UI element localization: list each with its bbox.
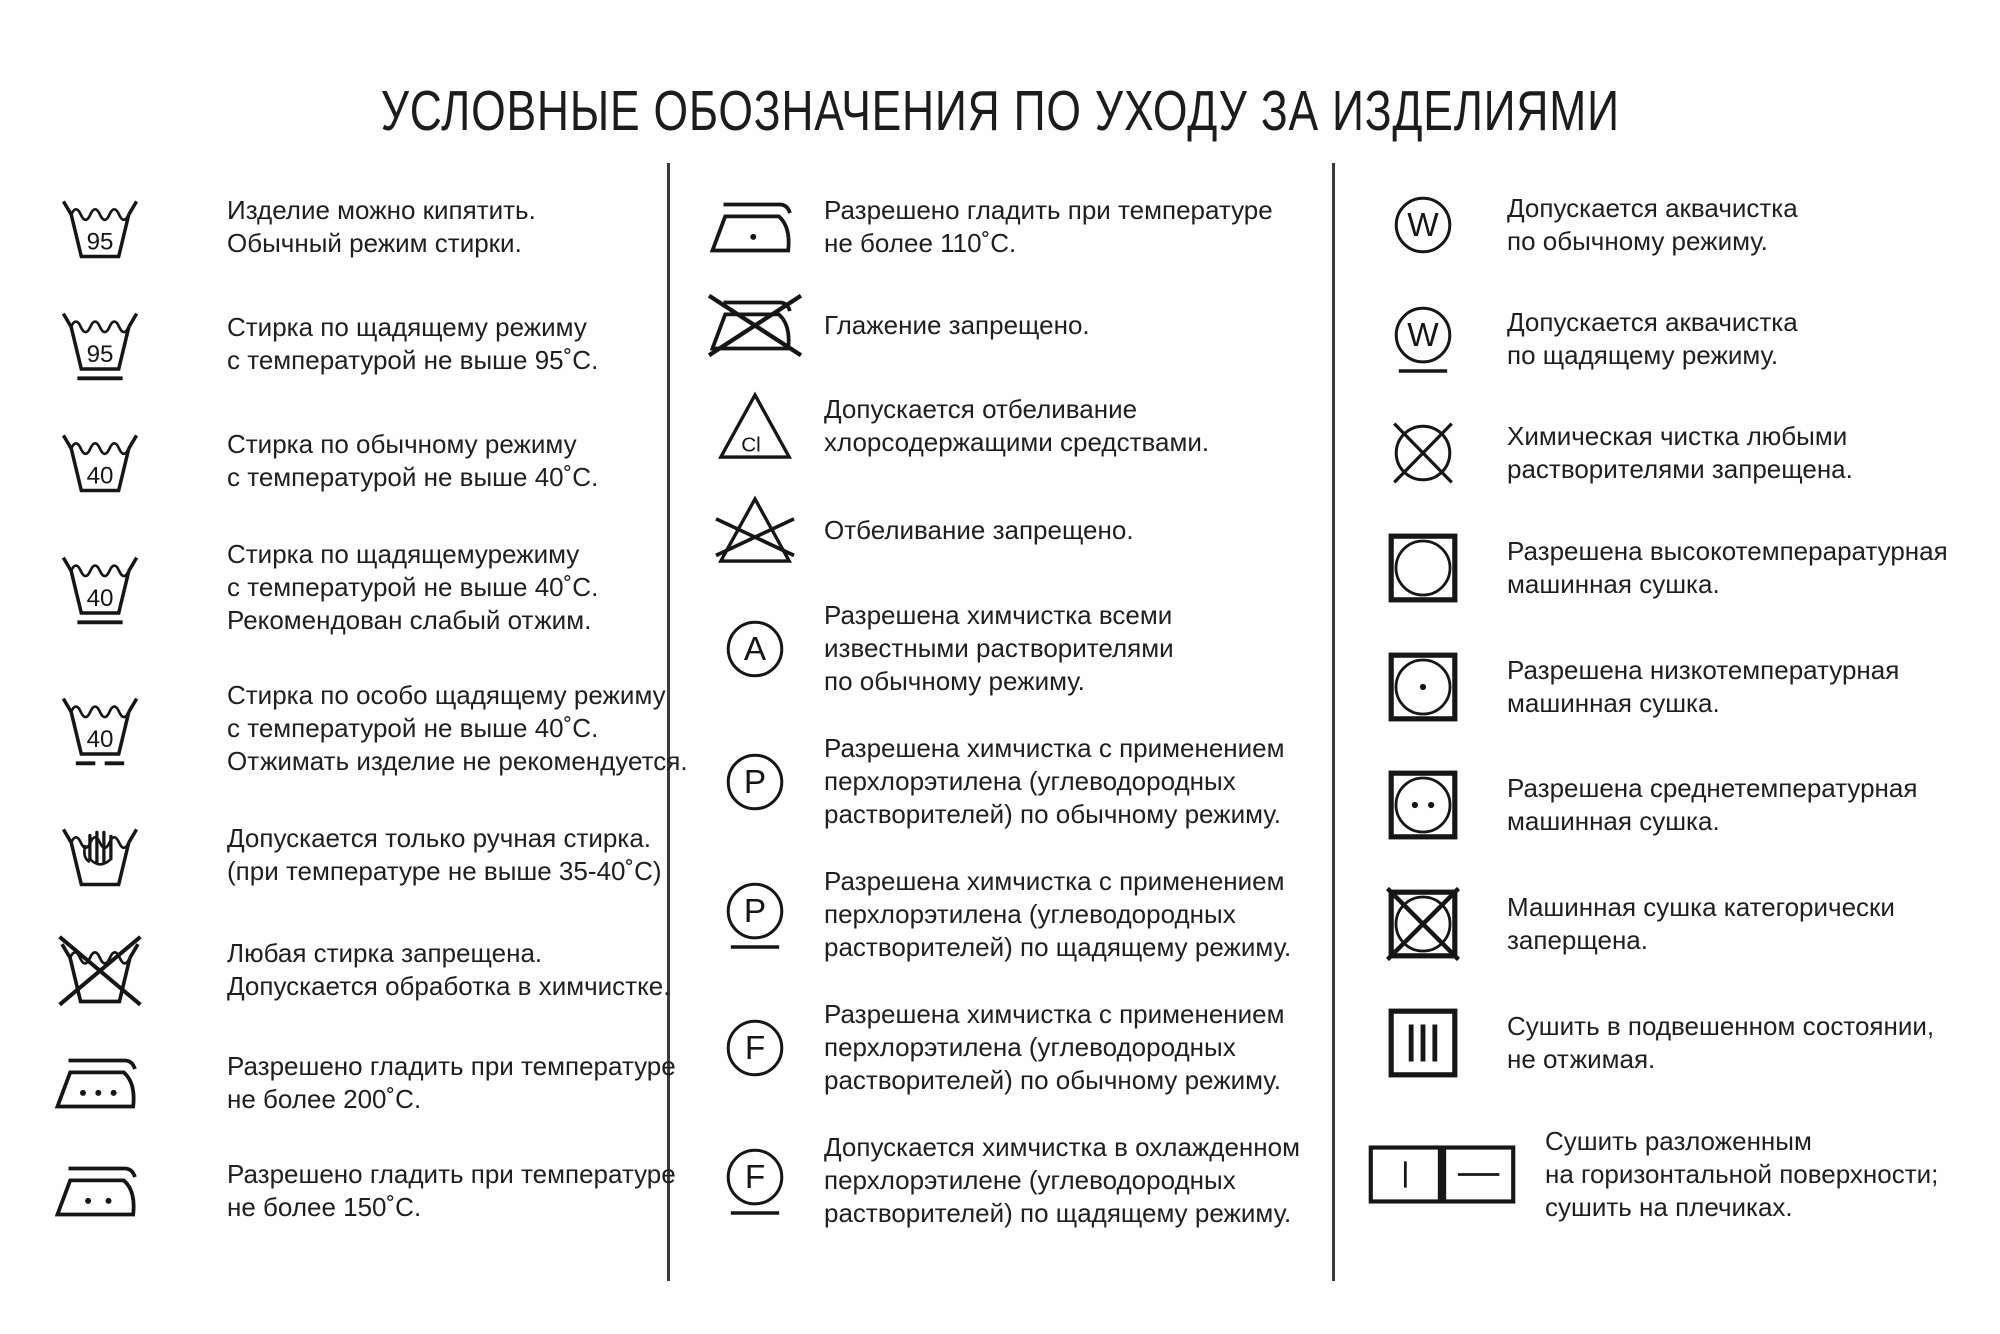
care-symbol-row (700, 1131, 1325, 1230)
care-symbol-description-line: перхлорэтилене (углеводородных (824, 1165, 1236, 1195)
wash-tub-40-gentle-icon (45, 548, 155, 628)
care-symbol-description (1507, 1010, 1934, 1076)
drip-dry-icon (1368, 1006, 1478, 1080)
svg-text:Cl: Cl (741, 433, 761, 457)
care-symbol-description-line: Допускается химчистка в охлажденном (824, 1132, 1300, 1162)
care-symbol-row (45, 820, 660, 890)
care-symbol-description (824, 599, 1174, 698)
care-symbol-row (700, 599, 1325, 698)
care-symbol-description (824, 865, 1291, 964)
care-symbol-row (45, 192, 660, 262)
dryclean-f-icon (700, 1016, 810, 1080)
care-symbol-description-line: по обычному режиму. (1507, 226, 1768, 256)
care-symbol-description-line: растворителей) по щадящему режиму. (824, 1198, 1292, 1228)
dryclean-p-gentle-icon (700, 879, 810, 951)
care-symbol-description-line: машинная сушка. (1507, 687, 1720, 718)
care-symbol-description-line: Разрешена среднетемпературная (1507, 773, 1918, 804)
care-symbol-row (1368, 650, 1986, 724)
no-iron-icon (700, 294, 810, 357)
care-symbol-row (1368, 1125, 1986, 1224)
care-symbol-description (227, 1158, 676, 1224)
care-symbol-row (45, 1158, 676, 1224)
svg-text:F: F (744, 1029, 766, 1067)
care-symbol-description (824, 998, 1285, 1097)
dryclean-p-icon (700, 750, 810, 814)
wash-tub-40-very-gentle-icon (45, 689, 155, 769)
care-symbol-description-line: Допускается только ручная стирка. (227, 823, 651, 853)
care-symbol-description (1545, 1125, 1938, 1224)
care-symbol-description-line: Сушить разложенным (1545, 1126, 1812, 1156)
care-symbol-description-line: Разрешена низкотемпературная (1507, 654, 1900, 685)
care-symbol-description-line: с температурой не выше 40˚С. (227, 462, 599, 492)
care-symbol-row (45, 426, 660, 496)
tumble-dry-medium-icon (1368, 768, 1478, 842)
care-symbol-description-line: Химическая чистка любыми (1507, 420, 1848, 451)
care-symbol-description-line: с температурой не выше 40˚С. (227, 572, 599, 602)
iron-2-dots-icon (45, 1160, 155, 1223)
care-symbol-description (1507, 891, 1895, 957)
wash-tub-40-icon (45, 426, 155, 496)
svg-text:95: 95 (86, 228, 114, 256)
wash-tub-95-icon (45, 192, 155, 262)
care-symbol-description (1507, 192, 1798, 258)
bleach-chlorine-icon (700, 391, 810, 461)
care-symbol-description-line: Разрешено гладить при температуре (824, 195, 1273, 225)
wash-tub-95-gentle-icon (45, 304, 155, 384)
care-symbol-description-line: Стирка по щадящему режиму (227, 312, 587, 342)
care-symbol-description-line: машинная сушка. (1507, 568, 1720, 599)
iron-1-dot-icon (700, 196, 810, 259)
tumble-dry-low-icon (1368, 650, 1478, 724)
care-symbol-description (824, 1131, 1300, 1230)
care-symbol-row (700, 294, 1325, 357)
care-symbol-description-line: Стирка по щадящемурежиму (227, 539, 580, 569)
care-symbol-description (1507, 535, 1948, 601)
dryclean-a-icon (700, 617, 810, 681)
svg-text:40: 40 (86, 584, 114, 612)
care-symbol-description (824, 194, 1273, 260)
care-symbol-description-line: Глажение запрещено. (824, 310, 1090, 340)
care-symbol-row (700, 998, 1325, 1097)
care-symbol-description-line: растворителей) по обычному режиму. (824, 799, 1281, 829)
svg-text:P: P (743, 892, 767, 930)
care-symbol-description-line: (при температуре не выше 35-40˚С) (227, 856, 662, 886)
svg-text:40: 40 (86, 725, 114, 753)
care-symbol-description (1507, 654, 1899, 720)
page-title-wrap (0, 78, 2000, 144)
care-symbol-description-line: известными растворителями (824, 633, 1174, 663)
care-symbol-description-line: машинная сушка. (1507, 806, 1720, 837)
care-symbol-description-line: не более 150˚С. (227, 1192, 422, 1222)
no-dryclean-icon (1368, 421, 1478, 485)
care-symbol-description-line: Отжимать изделие не рекомендуется. (227, 746, 688, 776)
care-symbol-description-line: хлорсодержащими средствами. (824, 427, 1210, 457)
care-symbol-description-line: перхлорэтилена (углеводородных (824, 766, 1236, 796)
care-symbol-row (45, 1050, 676, 1116)
svg-text:W: W (1407, 317, 1439, 355)
iron-3-dots-icon (45, 1052, 155, 1115)
care-symbol-description (824, 393, 1209, 459)
care-symbol-description-line: Обычный режим стирки. (227, 228, 522, 258)
care-symbol-description-line: Разрешена химчистка с применением (824, 866, 1285, 896)
care-symbol-row (1368, 1006, 1986, 1080)
svg-text:40: 40 (86, 462, 114, 490)
care-symbol-row (1368, 768, 1986, 842)
care-symbol-description-line: перхлорэтилена (углеводородных (824, 1032, 1236, 1062)
care-symbol-row (45, 679, 688, 778)
no-bleach-icon (700, 495, 810, 565)
care-symbol-description-line: Отбеливание запрещено. (824, 514, 1134, 545)
care-symbol-description-line: Разрешена высокотемпераратурная (1507, 535, 1948, 566)
care-symbol-description-line: по щадящему режиму. (1507, 339, 1779, 370)
dry-flat-icon (1368, 1142, 1516, 1207)
svg-text:W: W (1407, 207, 1439, 245)
care-symbol-row (1368, 531, 1986, 605)
care-symbol-description-line: Допускается отбеливание (824, 394, 1138, 424)
wetclean-w-icon (1368, 193, 1478, 257)
care-symbol-row (700, 732, 1325, 831)
care-symbol-description-line: заперщена. (1507, 925, 1648, 956)
dryclean-f-gentle-icon (700, 1145, 810, 1217)
care-symbol-description-line: Разрешено гладить при температуре (227, 1159, 676, 1189)
svg-text:F: F (744, 1158, 766, 1196)
care-symbol-row (700, 194, 1325, 260)
care-symbol-description (1507, 772, 1917, 838)
care-symbol-description-line: Любая стирка запрещена. (227, 938, 543, 968)
care-symbol-description-line: Рекомендован слабый отжим. (227, 605, 592, 635)
care-symbol-description-line: перхлорэтилена (углеводородных (824, 899, 1236, 929)
care-symbol-description (824, 732, 1285, 831)
care-symbol-description-line: Стирка по обычному режиму (227, 429, 577, 459)
care-symbol-row (1368, 420, 1986, 486)
care-symbol-description (227, 1050, 676, 1116)
care-symbol-description (227, 428, 598, 494)
svg-text:95: 95 (86, 340, 114, 368)
tumble-dry-high-icon (1368, 531, 1478, 605)
care-symbol-description-line: растворителей) по обычному режиму. (824, 1065, 1281, 1095)
care-symbol-description (1507, 420, 1853, 486)
care-symbol-description-line: Допускается обработка в химчистке. (227, 971, 671, 1001)
care-symbol-row (1368, 192, 1986, 258)
care-symbol-description-line: сушить на плечиках. (1545, 1192, 1793, 1222)
care-symbol-row (1368, 303, 1986, 375)
care-symbol-description (227, 194, 536, 260)
care-symbol-description-line: по обычному режиму. (824, 666, 1085, 696)
care-symbol-description-line: Разрешена химчистка с применением (824, 733, 1285, 763)
care-symbol-row (700, 495, 1325, 565)
care-symbol-row (700, 391, 1325, 461)
care-symbol-description (824, 514, 1134, 547)
care-symbol-description-line: растворителями запрещена. (1507, 453, 1853, 484)
care-symbol-row (45, 538, 660, 637)
care-symbol-row (45, 932, 671, 1008)
hand-wash-icon (45, 820, 155, 890)
no-tumble-dry-icon (1368, 887, 1478, 961)
care-symbol-description-line: не отжимая. (1507, 1044, 1656, 1075)
care-symbol-description-line: Машинная сушка категорически (1507, 892, 1895, 923)
care-symbol-description (227, 937, 670, 1003)
care-symbol-description (227, 679, 688, 778)
care-symbol-description-line: Допускается аквачистка (1507, 306, 1798, 337)
column-1 (45, 192, 688, 1224)
care-symbol-row (700, 865, 1325, 964)
care-symbol-description-line: Изделие можно кипятить. (227, 195, 536, 225)
svg-text:A: A (743, 630, 767, 668)
care-symbol-description (227, 822, 662, 888)
page-title: УСЛОВНЫЕ ОБОЗНАЧЕНИЯ ПО УХОДУ ЗА ИЗДЕЛИЯМИ (380, 79, 1620, 143)
column-divider (1332, 163, 1335, 1281)
care-symbol-description-line: на горизонтальной поверхности; (1545, 1159, 1939, 1189)
column-3 (1368, 192, 1986, 1224)
care-symbol-description-line: Разрешена химчистка всеми (824, 600, 1173, 630)
care-symbol-description (824, 309, 1090, 342)
care-symbol-description (1507, 306, 1798, 372)
care-symbol-row (45, 304, 660, 384)
no-wash-icon (45, 932, 155, 1008)
care-symbol-description-line: с температурой не выше 95˚С. (227, 345, 599, 375)
care-symbol-description (227, 538, 598, 637)
care-symbol-description-line: не более 110˚С. (824, 228, 1017, 258)
care-symbol-description-line: Разрешена химчистка с применением (824, 999, 1285, 1029)
column-2 (700, 194, 1325, 1230)
care-symbol-description-line: Допускается аквачистка (1507, 193, 1798, 223)
svg-text:P: P (743, 763, 767, 801)
care-symbol-description-line: растворителей) по щадящему режиму. (824, 932, 1292, 962)
care-symbol-description-line: с температурой не выше 40˚С. (227, 713, 599, 743)
care-symbol-description-line: Разрешено гладить при температуре (227, 1051, 676, 1081)
care-symbol-description-line: не более 200˚С. (227, 1084, 422, 1114)
care-symbol-row (1368, 887, 1986, 961)
wetclean-w-gentle-icon (1368, 303, 1478, 375)
care-symbol-description (227, 311, 598, 377)
care-symbol-description-line: Сушить в подвешенном состоянии, (1507, 1011, 1935, 1042)
care-symbol-description-line: Стирка по особо щадящему режиму (227, 680, 666, 710)
